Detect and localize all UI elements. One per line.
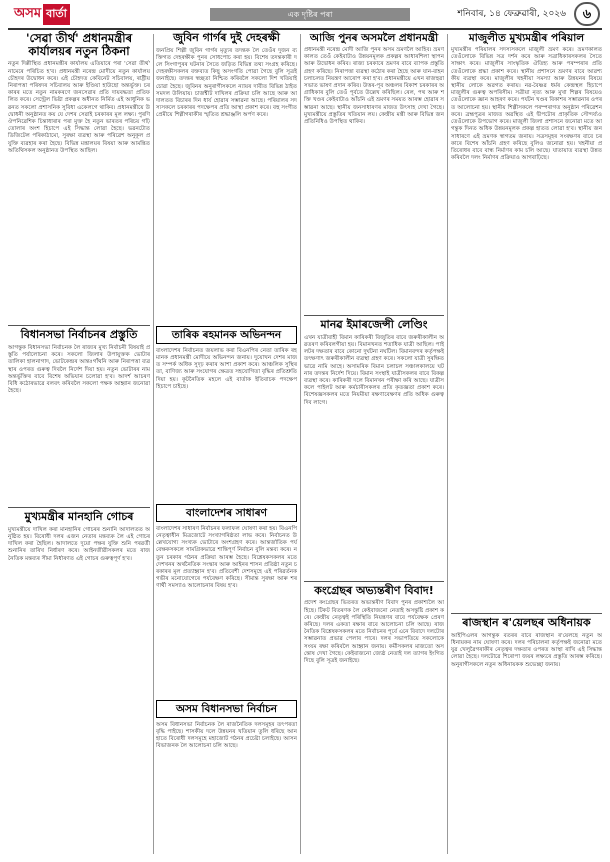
article-rajasthan-royals[interactable] (451, 617, 602, 813)
article-body: নতুন দিল্লীস্থিত প্ৰধানমন্ত্ৰীৰ কাৰ্যালয় এতিয়াৰে পৰা 'সেৱা তীৰ্থ' নামেৰে পৰিচিত হ'ব। প্ৰধানমন্ত্ৰী নৰেন্দ্ৰ মোদীয়ে নতুন কাৰ্যালয় চৌহদৰ উদ্বোধন কৰে। এই চৌহদত কেবিনেট সচিবালয়, ৰাষ্ট্ৰীয় নিৰাপত্তা পৰিষদৰ সচিবালয় আৰু ইণ্ডিয়া হাউছো অন্তৰ্ভুক্ত। চৰকাৰৰ মতে নতুন নামকৰণে জনসেৱাৰ প্ৰতি দায়বদ্ধতা প্ৰতিফলিত কৰে। সেন্ট্ৰেল ভিষ্টা প্ৰকল্পৰ অধীনত নিৰ্মিত এই আধুনিক ভৱনত সকলো প্ৰশাসনিক সুবিধা একেলগে থাকিব। প্ৰধানমন্ত্ৰীয়ে উদ্বোধনী অনুষ্ঠানত কয় যে দেশৰ সেৱাই চৰকাৰৰ মূল লক্ষ্য। পুৰণি ঔপনিৱেশিক চিন্তাধাৰাৰ পৰা মুক্ত হৈ নতুন ভাৰতৰ পৰিচয় গঢ়ি তোলাৰ অংশ হিচাপে এই সিদ্ধান্ত লোৱা হৈছে। ভৱনটোত ডিজিটেল পৰিকাঠামো, সুৰক্ষা ব্যৱস্থা আৰু পৰিৱেশ অনুকূল প্ৰযুক্তি ব্যৱহাৰ কৰা হৈছে। বিভিন্ন মন্ত্ৰালয়ৰ বিষয়া আৰু আমন্ত্ৰিত অতিথিসকল অনুষ্ঠানত উপস্থিত আছিল। (8, 61, 152, 154)
column-divider (300, 34, 301, 854)
headline: মুখ্যমন্ত্ৰীৰ মানহানি গোচৰ (24, 510, 134, 524)
headline: বাংলাদেশৰ সাধাৰণ (186, 506, 267, 519)
headline-box (156, 326, 297, 344)
headline: ৰাজস্থান ৰ'য়েলছৰ অধিনায়ক (462, 616, 591, 630)
article-defamation[interactable] (8, 511, 150, 727)
headline-box (156, 700, 297, 718)
column-1 (8, 32, 150, 856)
page-number: ৬ (574, 2, 600, 26)
article-congress-dispute[interactable] (304, 585, 444, 831)
article-assam-election[interactable] (156, 700, 297, 812)
article-body: প্ৰদেশ কংগ্ৰেছৰ ভিতৰত অভ্যন্তৰীণ বিবাদ পুনৰ প্ৰকাশ্যলৈ আহিছে। টিকট বিতৰণক লৈ কেইবাজনো নেতাই অসন্তুষ্টি প্ৰকাশ কৰে। কেন্দ্ৰীয় নেতৃত্বই পৰিস্থিতি নিয়ন্ত্ৰণৰ বাবে পৰ্যবেক্ষক প্ৰেৰণ কৰিছে। দলৰ একতা ৰক্ষাৰ বাবে আলোচনা চলি আছে। ৰাজনৈতিক বিশ্লেষকসকলৰ মতে নিৰ্বাচনৰ পূৰ্বে এনে বিবাদে দলটোৰ সম্ভাৱনাত প্ৰভাৱ পেলাব পাৰে। দলৰ সভাপতিয়ে সকলোকে সংযম ৰক্ষা কৰিবলৈ আহ্বান জনায়। কৰ্মীসকলৰ মাজতো অসন্তোষ দেখা গৈছে। কেইবাজনো জ্যেষ্ঠ নেতাই দল ত্যাগৰ ইংগিত দিছে বুলি সূত্ৰই জনাইছে। (304, 600, 446, 664)
headline-box (156, 504, 297, 522)
article-body: অসম বিধানসভা নিৰ্বাচনক লৈ ৰাজনৈতিক দলসমূহৰ তৎপৰতা বৃদ্ধি পাইছে। শাসকীয় দলে উন্নয়নৰ খতিয়ান তুলি ধৰিছে আনহাতে বিৰোধী দলসমূহে মহাজোট গঠনৰ প্ৰচেষ্টা চলাইছে। আসন বিভাজনক লৈ আলোচনা চলি আছে। (156, 721, 299, 750)
headline: আজি পুনৰ অসমলৈ প্ৰধানমন্ত্ৰী (309, 32, 439, 44)
article-emergency-landing[interactable] (304, 319, 444, 575)
newspaper-logo[interactable] (14, 3, 70, 25)
article-pm-visit[interactable] (304, 32, 444, 309)
article-body: জনপ্ৰিয় শিল্পী জুবিন গাৰ্গৰ মৃত্যুৰ তদন্তক লৈ তেওঁৰ দুজন ব্যক্তিগত দেহৰক্ষীক পুনৰ সোধপোচ কৰা হয়। বিশেষ তদন্তকাৰী দলে সিংগাপুৰৰ ঘটনাৰ সৈতে জড়িত বিভিন্ন তথ্য সংগ্ৰহ কৰিছে। দেহৰক্ষীসকলৰ বক্তব্যত কিছু অসংগতি পোৱা গৈছে বুলি সূত্ৰই জনাইছে। তদন্তৰ স্বচ্ছতা নিশ্চিত কৰিবলৈ সকলো দিশ খতিয়াই চোৱা হৈছে। জুবিনৰ অনুৰাগীসকলে ন্যায়ৰ দাবীত বিভিন্ন ঠাইত সমদল উলিয়ায়। চাৰ্জশ্বীট দাখিলৰ প্ৰক্ৰিয়া চলি আছে আৰু আদালতত বিচাৰৰ দিন ধাৰ্য হোৱাৰ সম্ভাৱনা আছে। পৰিয়ালৰ সদস্যসকলে চৰকাৰৰ পদক্ষেপৰ প্ৰতি আস্থা প্ৰকাশ কৰে। বহু সংগীতপ্ৰেমীয়ে শিল্পীগৰাকীৰ স্মৃতিত শ্ৰদ্ধাঞ্জলি অৰ্পণ কৰে। (156, 47, 299, 119)
article-body: বাংলাদেশৰ নিৰ্বাচনত জয়লাভ কৰা বিএনপিৰ নেতা তাৰিক ৰহমানক প্ৰধানমন্ত্ৰী মোদীয়ে অভিনন্দন জনায়। দুয়োখন দেশৰ মাজত সম্পৰ্ক অধিক সুদৃঢ় কৰাৰ আশা প্ৰকাশ কৰে। আঞ্চলিক সুস্থিৰতা, বাণিজ্য আৰু সংযোগৰ ক্ষেত্ৰত সহযোগিতা বৃদ্ধিৰ প্ৰতিশ্ৰুতি দিয়া হয়। কূটনৈতিক মহলে এই বাৰ্তাক ইতিবাচক পদক্ষেপ হিচাপে চাইছে। (156, 347, 299, 390)
logo-box: বাৰ্তা (43, 4, 70, 25)
column-3 (304, 32, 444, 856)
article-election-prep[interactable] (8, 329, 150, 501)
article-majuli[interactable] (451, 32, 602, 607)
divider (451, 613, 602, 614)
masthead-rule (8, 28, 602, 30)
article-bangladesh-election[interactable] (156, 504, 297, 694)
article-body: আগন্তুক বিধানসভা নিৰ্বাচনক লৈ ৰাজ্যৰ মুখ্য নিৰ্বাচনী বিষয়াই প্ৰস্তুতি পৰ্যালোচনা কৰে। সকলো জিলাৰ উপায়ুক্তক ভোটাৰ তালিকা হালনাগাদ, ভোটকেন্দ্ৰৰ আন্তঃগাঁথনি আৰু নিৰাপত্তা ব্যৱস্থাৰ ওপৰত গুৰুত্ব দিবলৈ নিৰ্দেশ দিয়া হয়। নতুন ভোটাৰৰ নাম অন্তৰ্ভুক্তিৰ বাবে বিশেষ অভিযান চলোৱা হ'ব। আদৰ্শ আচৰণ বিধি কঠোৰভাৱে বলবৎ কৰিবলৈ সকলো পক্ষক আহ্বান জনোৱা হৈছে। (8, 345, 152, 395)
headline: মানৱ ইমাৰজেন্সী লেণ্ডিং (320, 318, 428, 332)
headline: মাজুলীত মুখ্যমন্ত্ৰীৰ পৰিয়াল (468, 32, 585, 44)
divider (304, 581, 444, 582)
column-2 (156, 32, 297, 856)
headline: 'সেৱা তীৰ্থ' প্ৰধানমন্ত্ৰীৰ কাৰ্যালয়ৰ নতুন ঠিকনা (25, 31, 133, 59)
headline: বিধানসভা নিৰ্বাচনৰ প্ৰস্তুতি (20, 328, 138, 342)
headline: কংগ্ৰেছৰ অভ্যন্তৰীণ বিবাদ! (314, 583, 434, 597)
article-body: মুখ্যমন্ত্ৰীৰ পৰিয়ালৰ সদস্যসকলে মাজুলী ভ্ৰমণ কৰে। ভ্ৰমণকালত তেওঁলোকে বিভিন্ন সত্ৰ দৰ্শন কৰে আৰু সত্ৰাধিকাৰসকলৰ সৈতে সাক্ষাৎ কৰে। মাজুলীৰ সাংস্কৃতিক ঐতিহ্য আৰু পৰম্পৰাৰ প্ৰতি তেওঁলোকে শ্ৰদ্ধা প্ৰকাশ কৰে। স্থানীয় প্ৰশাসনে ভ্ৰমণৰ বাবে আৱশ্যকীয় ব্যৱস্থা কৰে। মাজুলীৰ খহনীয়া সমস্যা আৰু উন্নয়নৰ বিষয়ে স্থানীয় লোকে অৱগত কৰায়। নৱ-বৈষ্ণৱ ধৰ্মৰ কেন্দ্ৰস্থল হিচাপে মাজুলীৰ গুৰুত্ব অপৰিসীম। সত্ৰীয়া নৃত্য আৰু মুখা শিল্পৰ বিষয়েও তেওঁলোকে জ্ঞান আহৰণ কৰে। পৰ্যটন খণ্ডৰ বিকাশৰ সম্ভাৱনাৰ ওপৰত আলোচনা হয়। স্থানীয় শিল্পীসকলে পৰম্পৰাগত অনুষ্ঠান পৰিৱেশন কৰে। ব্ৰহ্মপুত্ৰৰ মাজত অৱস্থিত এই দ্বীপটোৰ প্ৰাকৃতিক সৌন্দৰ্য্যও তেওঁলোকে উপভোগ কৰে। মাজুলী জিলা প্ৰশাসনে জনোৱা মতে আগন্তুক দিনত অধিক উন্নয়নমূলক প্ৰকল্প হাতত লোৱা হ'ব। স্থানীয় জনসাধাৰণে এই ভ্ৰমণক স্বাগতম জনায়। সত্ৰসমূহৰ সংৰক্ষণৰ বাবে চৰকাৰে বিশেষ আঁচনি গ্ৰহণ কৰিছে বুলিও জনোৱা হয়। খহনীয়া প্ৰতিৰোধৰ বাবে বান্ধ নিৰ্মাণৰ কাম চলি আছে। যাতায়াত ব্যৱস্থা উন্নত কৰিবলৈ দলং নিৰ্মাণৰ প্ৰক্ৰিয়াও আগবাঢ়িছে। (451, 47, 604, 162)
article-tarique-rahman[interactable] (156, 326, 297, 498)
article-seva-tirth[interactable] (8, 32, 150, 319)
column-divider (153, 34, 154, 854)
article-body: প্ৰধানমন্ত্ৰী নৰেন্দ্ৰ মোদী আজি পুনৰ অসম ভ্ৰমণলৈ আহিব। ভ্ৰমণকালত তেওঁ কেইবাটাও উন্নয়নমূলক প্ৰকল্পৰ আধাৰশিলা স্থাপন আৰু উদ্বোধন কৰিব। ৰাজ্য চৰকাৰে ভ্ৰমণৰ বাবে ব্যাপক প্ৰস্তুতি গ্ৰহণ কৰিছে। নিৰাপত্তা ব্যৱস্থা কঠোৰ কৰা হৈছে আৰু যান-বাহন চলাচলত নিয়ন্ত্ৰণ আৰোপ কৰা হ'ব। প্ৰধানমন্ত্ৰীয়ে এখন ৰাজহুৱা সভাত ভাষণ প্ৰদান কৰিব। উত্তৰ-পূব অঞ্চলৰ বিকাশ চৰকাৰৰ অগ্ৰাধিকাৰ বুলি তেওঁ পূৰ্বতে উল্লেখ কৰিছিল। ৰেল, পথ আৰু শক্তি খণ্ডৰ কেইবাটাও আঁচনি এই ভ্ৰমণৰ সময়ত আৰম্ভ হোৱাৰ সম্ভাৱনা আছে। স্থানীয় জনসাধাৰণৰ মাজত উৎসাহ দেখা গৈছে। মুখ্যমন্ত্ৰীয়ে প্ৰস্তুতিৰ খতিয়ান লয়। কেন্দ্ৰীয় মন্ত্ৰী আৰু বিভিন্ন জনপ্ৰতিনিধিও উপস্থিত থাকিব। (304, 47, 446, 126)
article-body: মুখ্যমন্ত্ৰীয়ে দাখিল কৰা মানহানিৰ গোচৰৰ শুনানি আদালতত অনুষ্ঠিত হয়। বিৰোধী দলৰ এজন নেতাৰ মন্তব্যক লৈ এই গোচৰ দাখিল কৰা হৈছিল। আদালতে দুয়ো পক্ষৰ যুক্তি শুনি পৰৱৰ্তী শুনানিৰ তাৰিখ নিৰ্ধাৰণ কৰে। আইনজীৱীসকলৰ মতে ৰাজনৈতিক মন্তব্যৰ সীমা নিৰ্ধাৰণত এই গোচৰ গুৰুত্বপূৰ্ণ হ'ব। (8, 526, 152, 562)
article-body: বাংলাদেশৰ সাধাৰণ নিৰ্বাচনৰ ফলাফল ঘোষণা কৰা হয়। বিএনপি নেতৃত্বাধীন মিত্ৰজোটে সংখ্যাগৰিষ্ঠতা লাভ কৰে। নিৰ্বাচনত উল্লেখযোগ্য সংখ্যক ভোটাৰে অংশগ্ৰহণ কৰে। আন্তৰ্জাতিক পৰ্যবেক্ষকসকলে সামগ্ৰিকভাৱে শান্তিপূৰ্ণ নিৰ্বাচন বুলি মন্তব্য কৰে। নতুন চৰকাৰ গঠনৰ প্ৰক্ৰিয়া আৰম্ভ হৈছে। বিশ্লেষকসকলৰ মতে দেশখনৰ অৰ্থনৈতিক সংস্কাৰ আৰু আইনৰ শাসন প্ৰতিষ্ঠা নতুন চৰকাৰৰ মূল প্ৰত্যাহ্বান হ'ব। প্ৰতিবেশী দেশসমূহে এই পৰিৱৰ্তনক গভীৰ মনোযোগেৰে পৰ্যবেক্ষণ কৰিছে। সীমান্ত সুৰক্ষা আৰু শৰণাৰ্থী সমস্যাও আলোচনাৰ বিষয় হ'ব। (156, 525, 299, 590)
article-body: আইপিএলৰ আগন্তুক বতৰৰ বাবে ৰাজস্থান ৰ'য়েলছে নতুন অধিনায়কৰ নাম ঘোষণা কৰে। দলৰ পৰিচালনা কৰ্তৃপক্ষই জনোৱা মতে যুৱ খেলুৱৈগৰাকীৰ নেতৃত্বৰ দক্ষতাৰ ওপৰত আস্থা ৰাখি এই সিদ্ধান্ত লোৱা হৈছে। দলটোৱে শিৰোপা জয়ৰ লক্ষ্যৰে প্ৰস্তুতি আৰম্ভ কৰিছে। অনুৰাগীসকলে নতুন অধিনায়কক শুভেচ্ছা জনায়। (451, 632, 604, 668)
headline: অসম বিধানসভা নিৰ্বাচন (175, 702, 278, 715)
headline: তাৰিক ৰহমানক অভিনন্দন (171, 328, 282, 341)
divider (304, 315, 444, 316)
logo-text: অসম (14, 5, 42, 21)
column-4 (451, 32, 602, 856)
article-zubeen-guards[interactable] (156, 32, 297, 320)
issue-date: শনিবাৰ, ১৪ ফেব্ৰুৱাৰী, ২০২৬ (457, 9, 566, 19)
divider (8, 325, 150, 326)
masthead (0, 0, 610, 30)
section-strip: এক দৃষ্টিৰ পৰা (210, 8, 410, 21)
divider (8, 507, 150, 508)
article-body: এখন যাত্ৰীবাহী বিমান কাৰিকৰী বিজুতিৰ বাবে জৰুৰীকালীন অৱতৰণ কৰিবলগীয়া হয়। বিমানখনত শতাধিক যাত্ৰী আছিল। পাইলটৰ দক্ষতাৰ বাবে কোনো দুৰ্ঘটনা নঘটিল। বিমানবন্দৰ কৰ্তৃপক্ষই তৎক্ষণাৎ জৰুৰীকালীন ব্যৱস্থা গ্ৰহণ কৰে। সকলো যাত্ৰী সুৰক্ষিতভাৱে নামি আহে। অসামৰিক বিমান চলাচল সঞ্চালকালয়ে ঘটনাৰ তদন্তৰ নিৰ্দেশ দিয়ে। বিমান সংস্থাই যাত্ৰীসকলৰ বাবে বিকল্প ব্যৱস্থা কৰে। কাৰিকৰী দলে বিমানখন পৰীক্ষা কৰি আছে। যাত্ৰীসকলে পাইলট আৰু কৰ্মচাৰীসকলৰ প্ৰতি কৃতজ্ঞতা প্ৰকাশ কৰে। বিশেষজ্ঞসকলৰ মতে নিয়মীয়া ৰক্ষণাবেক্ষণৰ প্ৰতি অধিক গুৰুত্ব দিব লাগে। (304, 334, 446, 406)
column-divider (447, 34, 448, 854)
headline: জুবিন গাৰ্গৰ দুই দেহৰক্ষী (173, 31, 280, 44)
